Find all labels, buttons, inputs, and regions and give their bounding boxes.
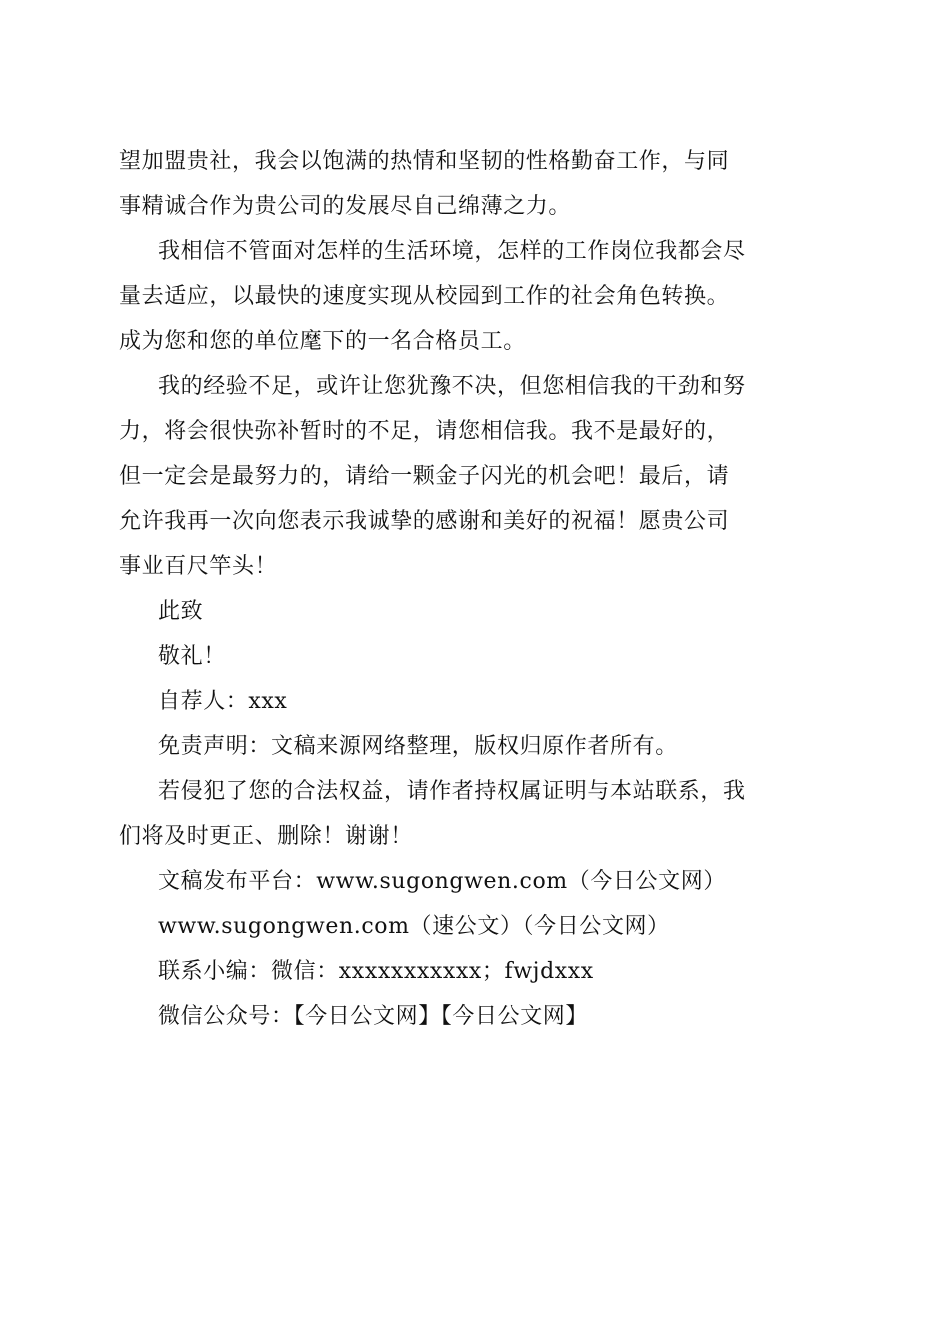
publishing-platform: 文稿发布平台：www.sugongwen.com（今日公文网） — [158, 869, 726, 894]
paragraph-3-line-3: 但一定会是最努力的，请给一颗金子闪光的机会吧！最后，请 — [119, 464, 730, 489]
paragraph-2-line-3: 成为您和您的单位麾下的一名合格员工。 — [119, 329, 526, 354]
paragraph-1-line-1: 望加盟贵社，我会以饱满的热情和坚韧的性格勤奋工作，与同 — [119, 149, 730, 174]
paragraph-2-line-1: 我相信不管面对怎样的生活环境，怎样的工作岗位我都会尽 — [158, 239, 746, 264]
disclaimer: 免责声明：文稿来源网络整理，版权归原作者所有。 — [158, 734, 678, 759]
paragraph-3-line-2: 力，将会很快弥补暂时的不足，请您相信我。我不是最好的， — [119, 419, 730, 444]
wechat-public-account: 微信公众号：【今日公文网】【今日公文网】 — [158, 1004, 589, 1029]
paragraph-3-line-1: 我的经验不足，或许让您犹豫不决，但您相信我的干劲和努 — [158, 374, 746, 399]
salutation-ci-zhi: 此致 — [158, 599, 204, 624]
paragraph-2-line-2: 量去适应，以最快的速度实现从校园到工作的社会角色转换。 — [119, 284, 730, 309]
site-url: www.sugongwen.com（速公文）（今日公文网） — [158, 914, 670, 939]
salutation-jing-li: 敬礼！ — [158, 644, 226, 669]
paragraph-1-line-2: 事精诚合作为贵公司的发展尽自己绵薄之力。 — [119, 194, 572, 219]
paragraph-3-line-4: 允许我再一次向您表示我诚挚的感谢和美好的祝福！愿贵公司 — [119, 509, 730, 534]
infringement-notice-line-1: 若侵犯了您的合法权益，请作者持权属证明与本站联系，我 — [158, 779, 746, 804]
infringement-notice-line-2: 们将及时更正、删除！谢谢！ — [119, 824, 413, 849]
document-body — [119, 139, 834, 1039]
paragraph-3-line-5: 事业百尺竿头！ — [119, 554, 278, 579]
editor-contact: 联系小编：微信：xxxxxxxxxxx；fwjdxxx — [158, 959, 594, 984]
signature: 自荐人：xxx — [158, 689, 288, 714]
